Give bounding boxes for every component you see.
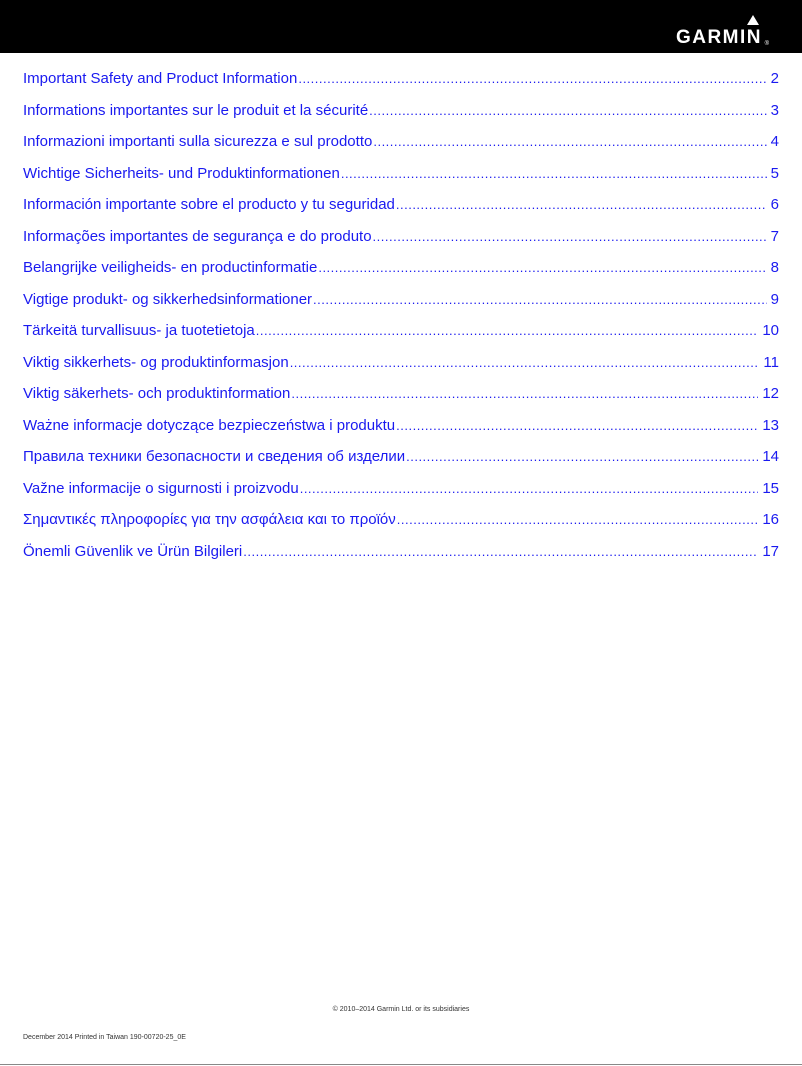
toc-entry[interactable] [23,288,779,320]
bottom-divider [0,1064,802,1065]
toc-dot-leader [256,319,759,343]
toc-entry-title: Σημαντικές πληροφορίες για την ασφάλεια και το προϊόν [23,511,396,528]
toc-entry-page: 12 [762,385,779,402]
toc-entry-page: 7 [770,227,779,245]
toc-entry-page: 15 [762,479,779,497]
toc-entry-page: 11 [763,353,779,371]
toc-dot-leader [318,256,766,280]
garmin-logo: GARMIN [675,27,762,48]
toc-entry[interactable] [23,130,779,162]
toc-dot-leader [406,445,758,469]
toc-entry[interactable] [23,477,779,509]
toc-entry-title: Viktig säkerhets- och produktinformation [23,385,291,402]
toc-entry-title: Informazioni importanti sulla sicurezza e sul prodotto [23,133,373,150]
toc-entry-page: 10 [762,322,779,339]
toc-entry-title: Važne informacije o sigurnosti i proizvodu [23,479,299,497]
toc-entry-title: Informations importantes sur le produit et la sécurité [23,101,369,119]
toc-entry[interactable] [23,99,779,131]
toc-entry-title: Vigtige produkt- og sikkerhedsinformationer [23,290,313,308]
toc-entry-page: 16 [762,511,779,528]
toc-dot-leader [300,477,759,501]
toc-entry-page: 4 [770,133,779,150]
toc-entry-title: Informações importantes de segurança e do produto [23,227,372,245]
toc-entry-page: 9 [770,290,779,308]
toc-dot-leader [243,540,758,564]
toc-entry-page: 8 [770,259,779,276]
toc-dot-leader [396,193,767,217]
toc-dot-leader [298,67,766,91]
toc-entry[interactable] [23,225,779,257]
toc-dot-leader [373,225,767,249]
toc-dot-leader [313,288,767,312]
toc-entry-title: Wichtige Sicherheits- und Produktinformationen [23,164,340,182]
toc-entry-page: 2 [770,70,779,87]
toc-dot-leader [397,508,759,532]
toc-entry[interactable] [23,193,779,225]
toc-dot-leader [373,130,766,154]
toc-entry-page: 3 [770,101,779,119]
toc-entry[interactable] [23,351,779,383]
toc-entry-title: Tärkeitä turvallisuus- ja tuotetietoja [23,322,255,339]
toc-entry-title: Belangrijke veiligheids- en productinformatie [23,259,318,276]
toc-entry-title: Viktig sikkerhets- og produktinformasjon [23,353,289,371]
page-header [0,0,802,53]
toc-entry[interactable] [23,414,779,446]
copyright-notice: © 2010–2014 Garmin Ltd. or its subsidiaries [332,1006,470,1013]
toc-entry-page: 5 [770,164,779,182]
toc-entry[interactable] [23,67,779,99]
toc-entry-page: 6 [770,196,779,213]
toc-entry[interactable] [23,508,779,540]
toc-entry-title: Important Safety and Product Information [23,70,298,87]
toc-entry[interactable] [23,445,779,477]
table-of-contents [23,67,779,571]
toc-entry-title: Ważne informacje dotyczące bezpieczeństwa i produktu [23,416,396,434]
toc-entry-title: Правила техники безопасности и сведения об изделии [23,448,406,465]
registered-mark: ® [764,41,769,47]
toc-dot-leader [291,382,758,406]
toc-dot-leader [369,99,766,123]
toc-entry[interactable] [23,162,779,194]
toc-entry[interactable] [23,256,779,288]
toc-entry[interactable] [23,540,779,572]
toc-dot-leader [290,351,760,375]
toc-entry[interactable] [23,319,779,351]
toc-dot-leader [341,162,767,186]
toc-entry-title: Información importante sobre el producto y tu seguridad [23,196,395,213]
toc-entry-page: 14 [762,448,779,465]
toc-entry-page: 17 [762,542,779,560]
print-info: December 2014 Printed in Taiwan 190-00720-25_0E [23,1034,186,1041]
toc-dot-leader [396,414,758,438]
toc-entry[interactable] [23,382,779,414]
garmin-delta-icon [747,15,759,25]
toc-entry-page: 13 [762,416,779,434]
toc-entry-title: Önemli Güvenlik ve Ürün Bilgileri [23,542,243,560]
